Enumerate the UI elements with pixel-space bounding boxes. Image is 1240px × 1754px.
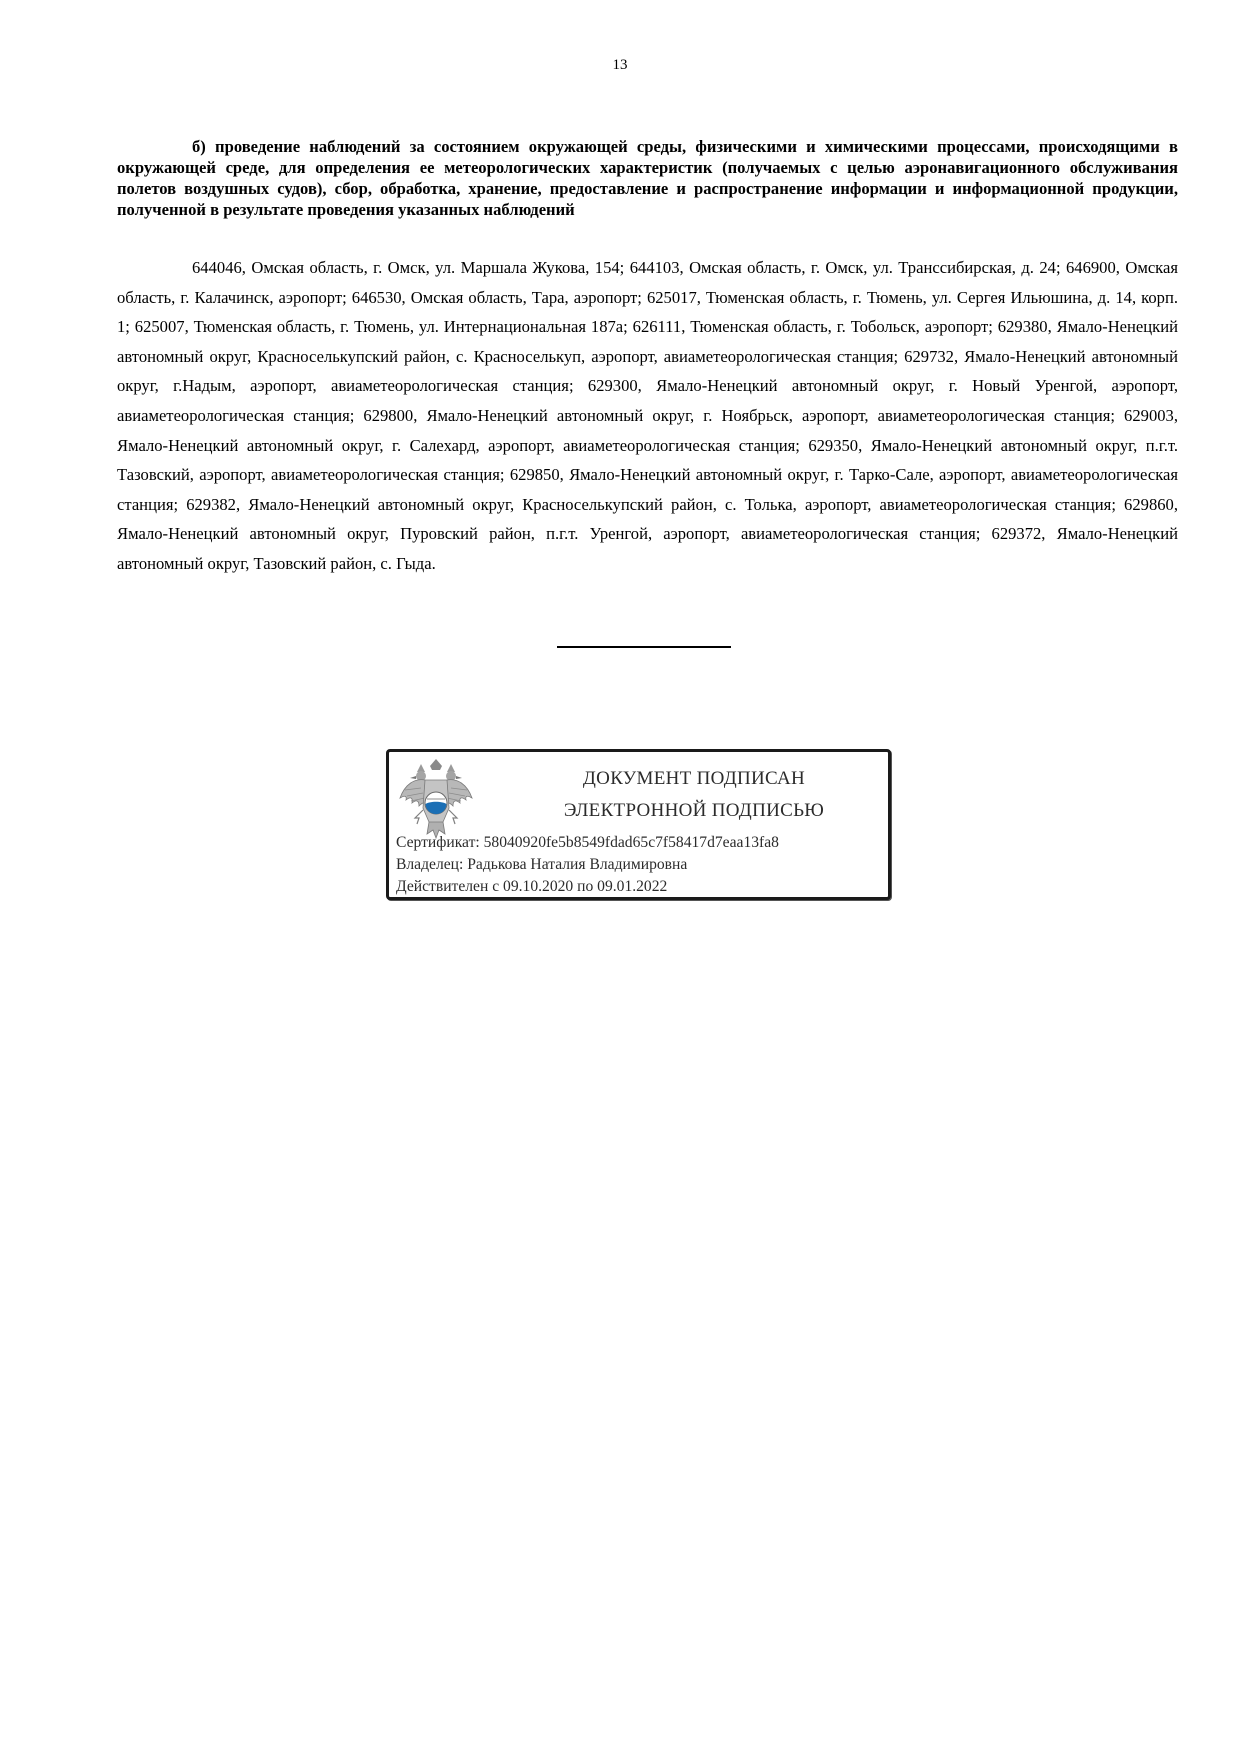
electronic-signature-stamp: [386, 749, 891, 900]
double-headed-eagle-emblem-icon: [397, 758, 475, 840]
page-number: 13: [612, 57, 628, 73]
section-heading: б) проведение наблюдений за состоянием окружающей среды, физическими и химическими процессами, происходящими в окружающей среде, для определения ее метеорологических характеристик (получаемых с целью аэронавигационного обслуживания полетов воздушных судов), сбор, обработка, хранение, предоставление и распространение информации и информационной продукции, полученной в результате проведения указанных наблюдений: [117, 137, 1178, 219]
certificate-number: Сертификат: 58040920fe5b8549fdad65c7f58417d7eaa13fa8: [396, 834, 779, 851]
certificate-validity: Действителен с 09.10.2020 по 09.01.2022: [396, 878, 668, 895]
section-end-rule: [557, 646, 731, 648]
signature-title-line-1: ДОКУМЕНТ ПОДПИСАН: [582, 768, 806, 789]
signature-title-line-2: ЭЛЕКТРОННОЙ ПОДПИСЬЮ: [563, 800, 825, 821]
certificate-owner: Владелец: Радькова Наталия Владимировна: [396, 856, 688, 873]
address-list: 644046, Омская область, г. Омск, ул. Маршала Жукова, 154; 644103, Омская область, г. Омск, ул. Транссибирская, д. 24; 646900, Омская область, г. Калачинск, аэропорт; 646530, Омская область, Тара, аэропорт; 625017, Тюменская область, г. Тюмень, ул. Сергея Ильюшина, д. 14, корп. 1; 625007, Тюменская область, г. Тюмень, ул. Интернациональная 187а; 626111, Тюменская область, г. Тобольск, аэропорт; 629380, Ямало-Ненецкий автономный округ, Красноселькупский район, с. Красноселькуп, аэропорт, авиаметеорологическая станция; 629732, Ямало-Ненецкий автономный округ, г.Надым, аэропорт, авиаметеорологическая станция; 629300, Ямало-Ненецкий автономный округ, г. Новый Уренгой, аэропорт, авиаметеорологическая станция; 629800, Ямало-Ненецкий автономный округ, г. Ноябрьск, аэропорт, авиаметеорологическая станция; 629003, Ямало-Ненецкий автономный округ, г. Салехард, аэропорт, авиаметеорологическая станция; 629350, Ямало-Ненецкий автономный округ, п.г.т. Тазовский, аэропорт, авиаметеорологическая станция; 629850, Ямало-Ненецкий автономный округ, г. Тарко-Сале, аэропорт, авиаметеорологическая станция; 629382, Ямало-Ненецкий автономный округ, Красноселькупский район, с. Толька, аэропорт, авиаметеорологическая станция; 629860, Ямало-Ненецкий автономный округ, Пуровский район, п.г.т. Уренгой, аэропорт, авиаметеорологическая станция; 629372, Ямало-Ненецкий автономный округ, Тазовский район, с. Гыда.: [117, 258, 1178, 573]
